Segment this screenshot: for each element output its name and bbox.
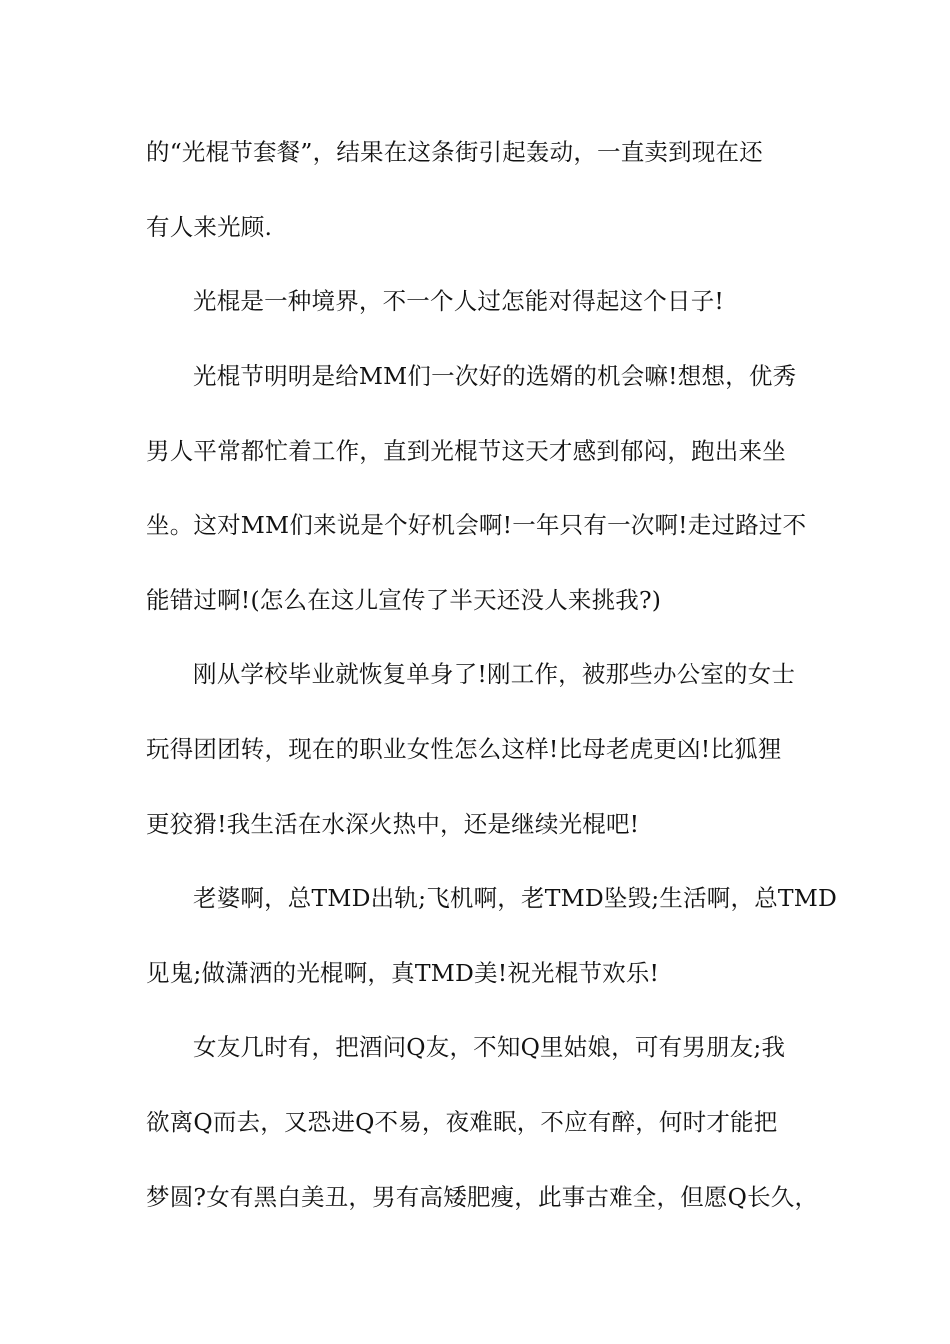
text-line: 有人来光顾. [146,213,273,241]
text-line: 更狡猾!我生活在水深火热中，还是继续光棍吧! [146,810,640,838]
paragraph-first-line: 光棍是一种境界，不一个人过怎能对得起这个日子! [193,287,725,315]
text-line: 男人平常都忙着工作，直到光棍节这天才感到郁闷，跑出来坐 [146,437,786,465]
paragraph-first-line: 老婆啊，总TMD出轨;飞机啊，老TMD坠毁;生活啊，总TMD [193,884,838,912]
text-line: 玩得团团转，现在的职业女性怎么这样!比母老虎更凶!比狐狸 [146,735,782,763]
text-line: 能错过啊!(怎么在这儿宣传了半天还没人来挑我?) [146,586,662,614]
paragraph-first-line: 光棍节明明是给MM们一次好的选婿的机会嘛!想想，优秀 [193,362,797,390]
text-line: 坐。这对MM们来说是个好机会啊!一年只有一次啊!走过路过不 [146,511,807,539]
text-line: 梦圆?女有黑白美丑，男有高矮肥瘦，此事古难全，但愿Q长久， [146,1183,819,1211]
text-line: 的“光棍节套餐”，结果在这条街引起轰动，一直卖到现在还 [146,138,763,166]
paragraph-first-line: 女友几时有，把酒问Q友，不知Q里姑娘，可有男朋友;我 [193,1033,786,1061]
text-line: 见鬼;做潇洒的光棍啊，真TMD美!祝光棍节欢乐! [146,959,660,987]
paragraph-first-line: 刚从学校毕业就恢复单身了!刚工作，被那些办公室的女士 [193,660,796,688]
text-line: 欲离Q而去，又恐进Q不易，夜难眠，不应有醉，何时才能把 [146,1108,778,1136]
